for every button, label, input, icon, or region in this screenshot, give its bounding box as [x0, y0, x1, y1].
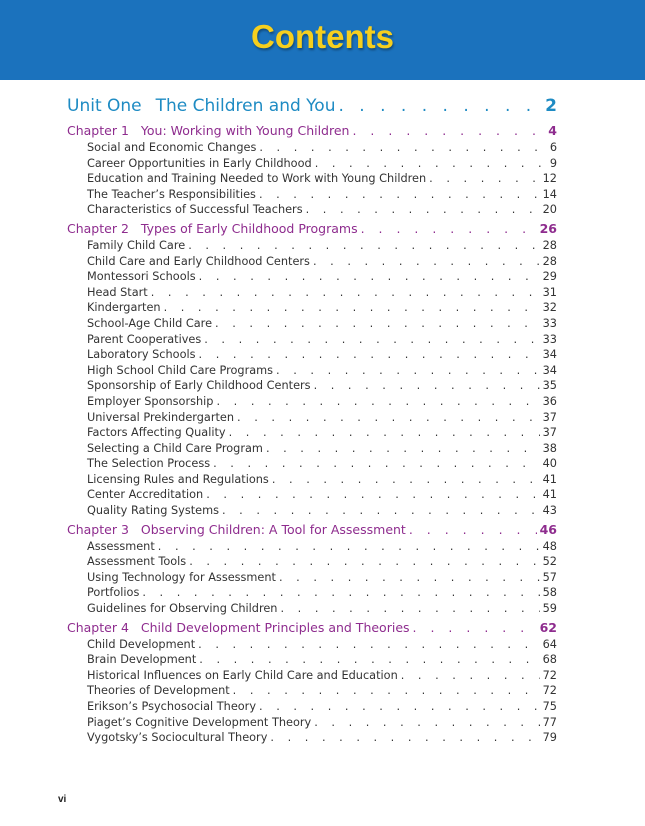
- dot-leader: [151, 286, 540, 299]
- toc-entry[interactable]: [67, 270, 557, 286]
- toc-entry[interactable]: [67, 473, 557, 489]
- dot-leader: [204, 333, 539, 346]
- entry-title: Factors Affecting Quality: [87, 426, 226, 440]
- dot-leader: [215, 317, 540, 330]
- chapter-number: Chapter 1: [67, 123, 129, 138]
- chapter-heading[interactable]: [67, 123, 557, 141]
- entry-title: Characteristics of Successful Teachers: [87, 203, 303, 217]
- entry-title: Child Care and Early Childhood Centers: [87, 254, 310, 268]
- entry-page: 20: [542, 203, 557, 217]
- dot-leader: [306, 203, 540, 216]
- toc-entry[interactable]: [67, 333, 557, 349]
- dot-leader: [233, 684, 540, 697]
- entry-title: Laboratory Schools: [87, 348, 196, 362]
- entry-title: Montessori Schools: [87, 270, 196, 284]
- dot-leader: [259, 141, 546, 154]
- dot-leader: [314, 379, 540, 392]
- chapter-title: Child Development Principles and Theories: [140, 619, 410, 635]
- chapter-heading[interactable]: [67, 522, 557, 540]
- entry-page: 34: [542, 363, 557, 377]
- entry-page: 38: [542, 441, 557, 455]
- entry-title: Family Child Care: [87, 238, 186, 252]
- dot-leader: [272, 473, 540, 486]
- toc-entry[interactable]: [67, 653, 557, 669]
- entry-title: Sponsorship of Early Childhood Centers: [87, 379, 311, 393]
- toc-entry[interactable]: [67, 555, 557, 571]
- entry-page: 36: [542, 394, 557, 408]
- toc-entry[interactable]: [67, 716, 557, 732]
- entry-title: Assessment Tools: [87, 555, 187, 569]
- chapter-title: Types of Early Childhood Programs: [140, 220, 358, 236]
- entry-title: Assessment: [87, 539, 155, 553]
- entry-page: 77: [542, 715, 557, 729]
- chapter-page: 46: [539, 521, 557, 537]
- chapter-title: Observing Children: A Tool for Assessment: [140, 521, 406, 537]
- toc-entry[interactable]: [67, 395, 557, 411]
- toc-entry[interactable]: [67, 638, 557, 654]
- toc-entry[interactable]: [67, 669, 557, 685]
- table-of-contents: [67, 96, 557, 747]
- chapter-page: 26: [539, 220, 557, 236]
- entry-title: Career Opportunities in Early Childhood: [87, 156, 312, 170]
- toc-entry[interactable]: [67, 426, 557, 442]
- toc-entry[interactable]: [67, 172, 557, 188]
- dot-leader: [338, 96, 542, 116]
- toc-entry[interactable]: [67, 540, 557, 556]
- entry-title: Kindergarten: [87, 301, 161, 315]
- entry-page: 14: [542, 187, 557, 201]
- dot-leader: [164, 301, 540, 314]
- entry-page: 9: [549, 156, 557, 170]
- chapter-page: 4: [548, 123, 557, 138]
- entry-page: 33: [542, 316, 557, 330]
- toc-entry[interactable]: [67, 301, 557, 317]
- toc-entry[interactable]: [67, 379, 557, 395]
- entry-page: 43: [542, 504, 557, 518]
- chapter-heading[interactable]: [67, 620, 557, 638]
- entry-title: Using Technology for Assessment: [87, 570, 276, 584]
- dot-leader: [198, 638, 539, 651]
- entry-title: The Teacher’s Responsibilities: [87, 187, 256, 201]
- entry-title: Quality Rating Systems: [87, 504, 219, 518]
- entry-page: 37: [542, 410, 557, 424]
- entry-page: 48: [542, 539, 557, 553]
- toc-entry[interactable]: [67, 411, 557, 427]
- dot-leader: [222, 504, 540, 517]
- entry-title: Licensing Rules and Regulations: [87, 472, 269, 486]
- entry-title: Parent Cooperatives: [87, 332, 202, 346]
- dot-leader: [206, 488, 539, 501]
- toc-entry[interactable]: [67, 488, 557, 504]
- dot-leader: [188, 239, 539, 252]
- entry-title: Brain Development: [87, 653, 197, 667]
- unit-page: 2: [545, 96, 557, 116]
- dot-leader: [409, 522, 537, 537]
- toc-entry[interactable]: [67, 286, 557, 302]
- dot-leader: [266, 442, 540, 455]
- dot-leader: [401, 669, 540, 682]
- entry-page: 33: [542, 332, 557, 346]
- entry-page: 75: [542, 700, 557, 713]
- toc-entry[interactable]: [67, 364, 557, 380]
- chapter-page: 62: [539, 619, 557, 635]
- entry-title: Universal Prekindergarten: [87, 410, 235, 424]
- toc-entry[interactable]: [67, 203, 557, 219]
- entry-title: Theories of Development: [87, 684, 230, 698]
- entry-page: 6: [549, 141, 557, 154]
- dot-leader: [259, 700, 540, 713]
- dot-leader: [199, 348, 540, 361]
- entry-title: The Selection Process: [87, 457, 211, 471]
- entry-page: 68: [542, 653, 557, 667]
- entry-title: Social and Economic Changes: [87, 141, 257, 154]
- dot-leader: [270, 731, 539, 744]
- entry-page: 40: [542, 457, 557, 471]
- entry-page: 58: [542, 586, 557, 600]
- entry-title: Vygotsky’s Sociocultural Theory: [87, 731, 268, 745]
- dot-leader: [352, 123, 545, 138]
- entry-page: 72: [542, 684, 557, 698]
- entry-page: 41: [542, 472, 557, 486]
- entry-title: Child Development: [87, 637, 196, 651]
- toc-entry[interactable]: [67, 684, 557, 700]
- toc-entry[interactable]: [67, 457, 557, 473]
- entry-page: 64: [542, 637, 557, 651]
- dot-leader: [213, 457, 540, 470]
- dot-leader: [280, 602, 539, 615]
- dot-leader: [413, 620, 537, 635]
- dot-leader: [315, 157, 547, 170]
- entry-page: 28: [542, 254, 557, 268]
- toc-entry[interactable]: [67, 442, 557, 458]
- entry-title: Selecting a Child Care Program: [87, 441, 263, 455]
- entry-page: 57: [542, 570, 557, 584]
- entry-page: 72: [542, 668, 557, 682]
- dot-leader: [199, 270, 540, 283]
- entry-page: 37: [542, 426, 557, 440]
- entry-page: 59: [542, 602, 557, 616]
- dot-leader: [189, 555, 539, 568]
- entry-title: School-Age Child Care: [87, 316, 213, 330]
- chapter-number: Chapter 2: [67, 220, 129, 236]
- toc-entry[interactable]: [67, 255, 557, 271]
- entry-title: Portfolios: [87, 586, 140, 600]
- toc-entry[interactable]: [67, 602, 557, 618]
- entry-title: Piaget’s Cognitive Development Theory: [87, 715, 312, 729]
- toc-entry[interactable]: [67, 157, 557, 173]
- dot-leader: [429, 172, 539, 185]
- dot-leader: [361, 221, 537, 236]
- toc-entry[interactable]: [67, 141, 557, 157]
- entry-title: Education and Training Needed to Work with Young Children: [87, 172, 427, 186]
- entry-title: Erikson’s Psychosocial Theory: [87, 700, 257, 713]
- chapter-title: You: Working with Young Children: [140, 123, 350, 138]
- entry-page: 34: [542, 348, 557, 362]
- toc-entry[interactable]: [67, 317, 557, 333]
- dot-leader: [142, 586, 539, 599]
- toc-entry[interactable]: [67, 586, 557, 602]
- page-title: Contents: [251, 18, 394, 55]
- entry-title: High School Child Care Programs: [87, 363, 274, 377]
- entry-page: 28: [542, 238, 557, 252]
- unit-number: Unit One: [67, 96, 142, 116]
- dot-leader: [279, 571, 540, 584]
- entry-title: Historical Influences on Early Child Care and Education: [87, 668, 398, 682]
- header-banner: [0, 0, 645, 80]
- entry-title: Head Start: [87, 285, 148, 299]
- unit-heading[interactable]: [67, 96, 557, 121]
- dot-leader: [314, 716, 539, 729]
- dot-leader: [237, 411, 540, 424]
- toc-entry[interactable]: [67, 700, 557, 716]
- entry-title: Guidelines for Observing Children: [87, 602, 278, 616]
- entry-page: 41: [542, 488, 557, 502]
- toc-entry[interactable]: [67, 504, 557, 520]
- dot-leader: [229, 426, 540, 439]
- entry-page: 31: [542, 285, 557, 299]
- dot-leader: [216, 395, 539, 408]
- entry-page: 12: [542, 172, 557, 186]
- toc-entry[interactable]: [67, 239, 557, 255]
- chapter-heading[interactable]: [67, 221, 557, 239]
- chapter-number: Chapter 4: [67, 619, 129, 635]
- dot-leader: [313, 255, 540, 268]
- dot-leader: [259, 188, 540, 201]
- entry-page: 52: [542, 555, 557, 569]
- toc-entry[interactable]: [67, 731, 557, 747]
- page-folio: vi: [58, 794, 67, 805]
- dot-leader: [276, 364, 540, 377]
- entry-title: Employer Sponsorship: [87, 394, 214, 408]
- chapter-list: [67, 123, 557, 747]
- toc-entry[interactable]: [67, 348, 557, 364]
- chapter-number: Chapter 3: [67, 521, 129, 537]
- entry-page: 35: [542, 379, 557, 393]
- entry-title: Center Accreditation: [87, 488, 204, 502]
- entry-page: 29: [542, 270, 557, 284]
- toc-entry[interactable]: [67, 188, 557, 204]
- entry-page: 79: [542, 731, 557, 745]
- dot-leader: [199, 653, 539, 666]
- dot-leader: [158, 540, 540, 553]
- toc-entry[interactable]: [67, 571, 557, 587]
- unit-title: The Children and You: [155, 96, 336, 116]
- entry-page: 32: [542, 301, 557, 315]
